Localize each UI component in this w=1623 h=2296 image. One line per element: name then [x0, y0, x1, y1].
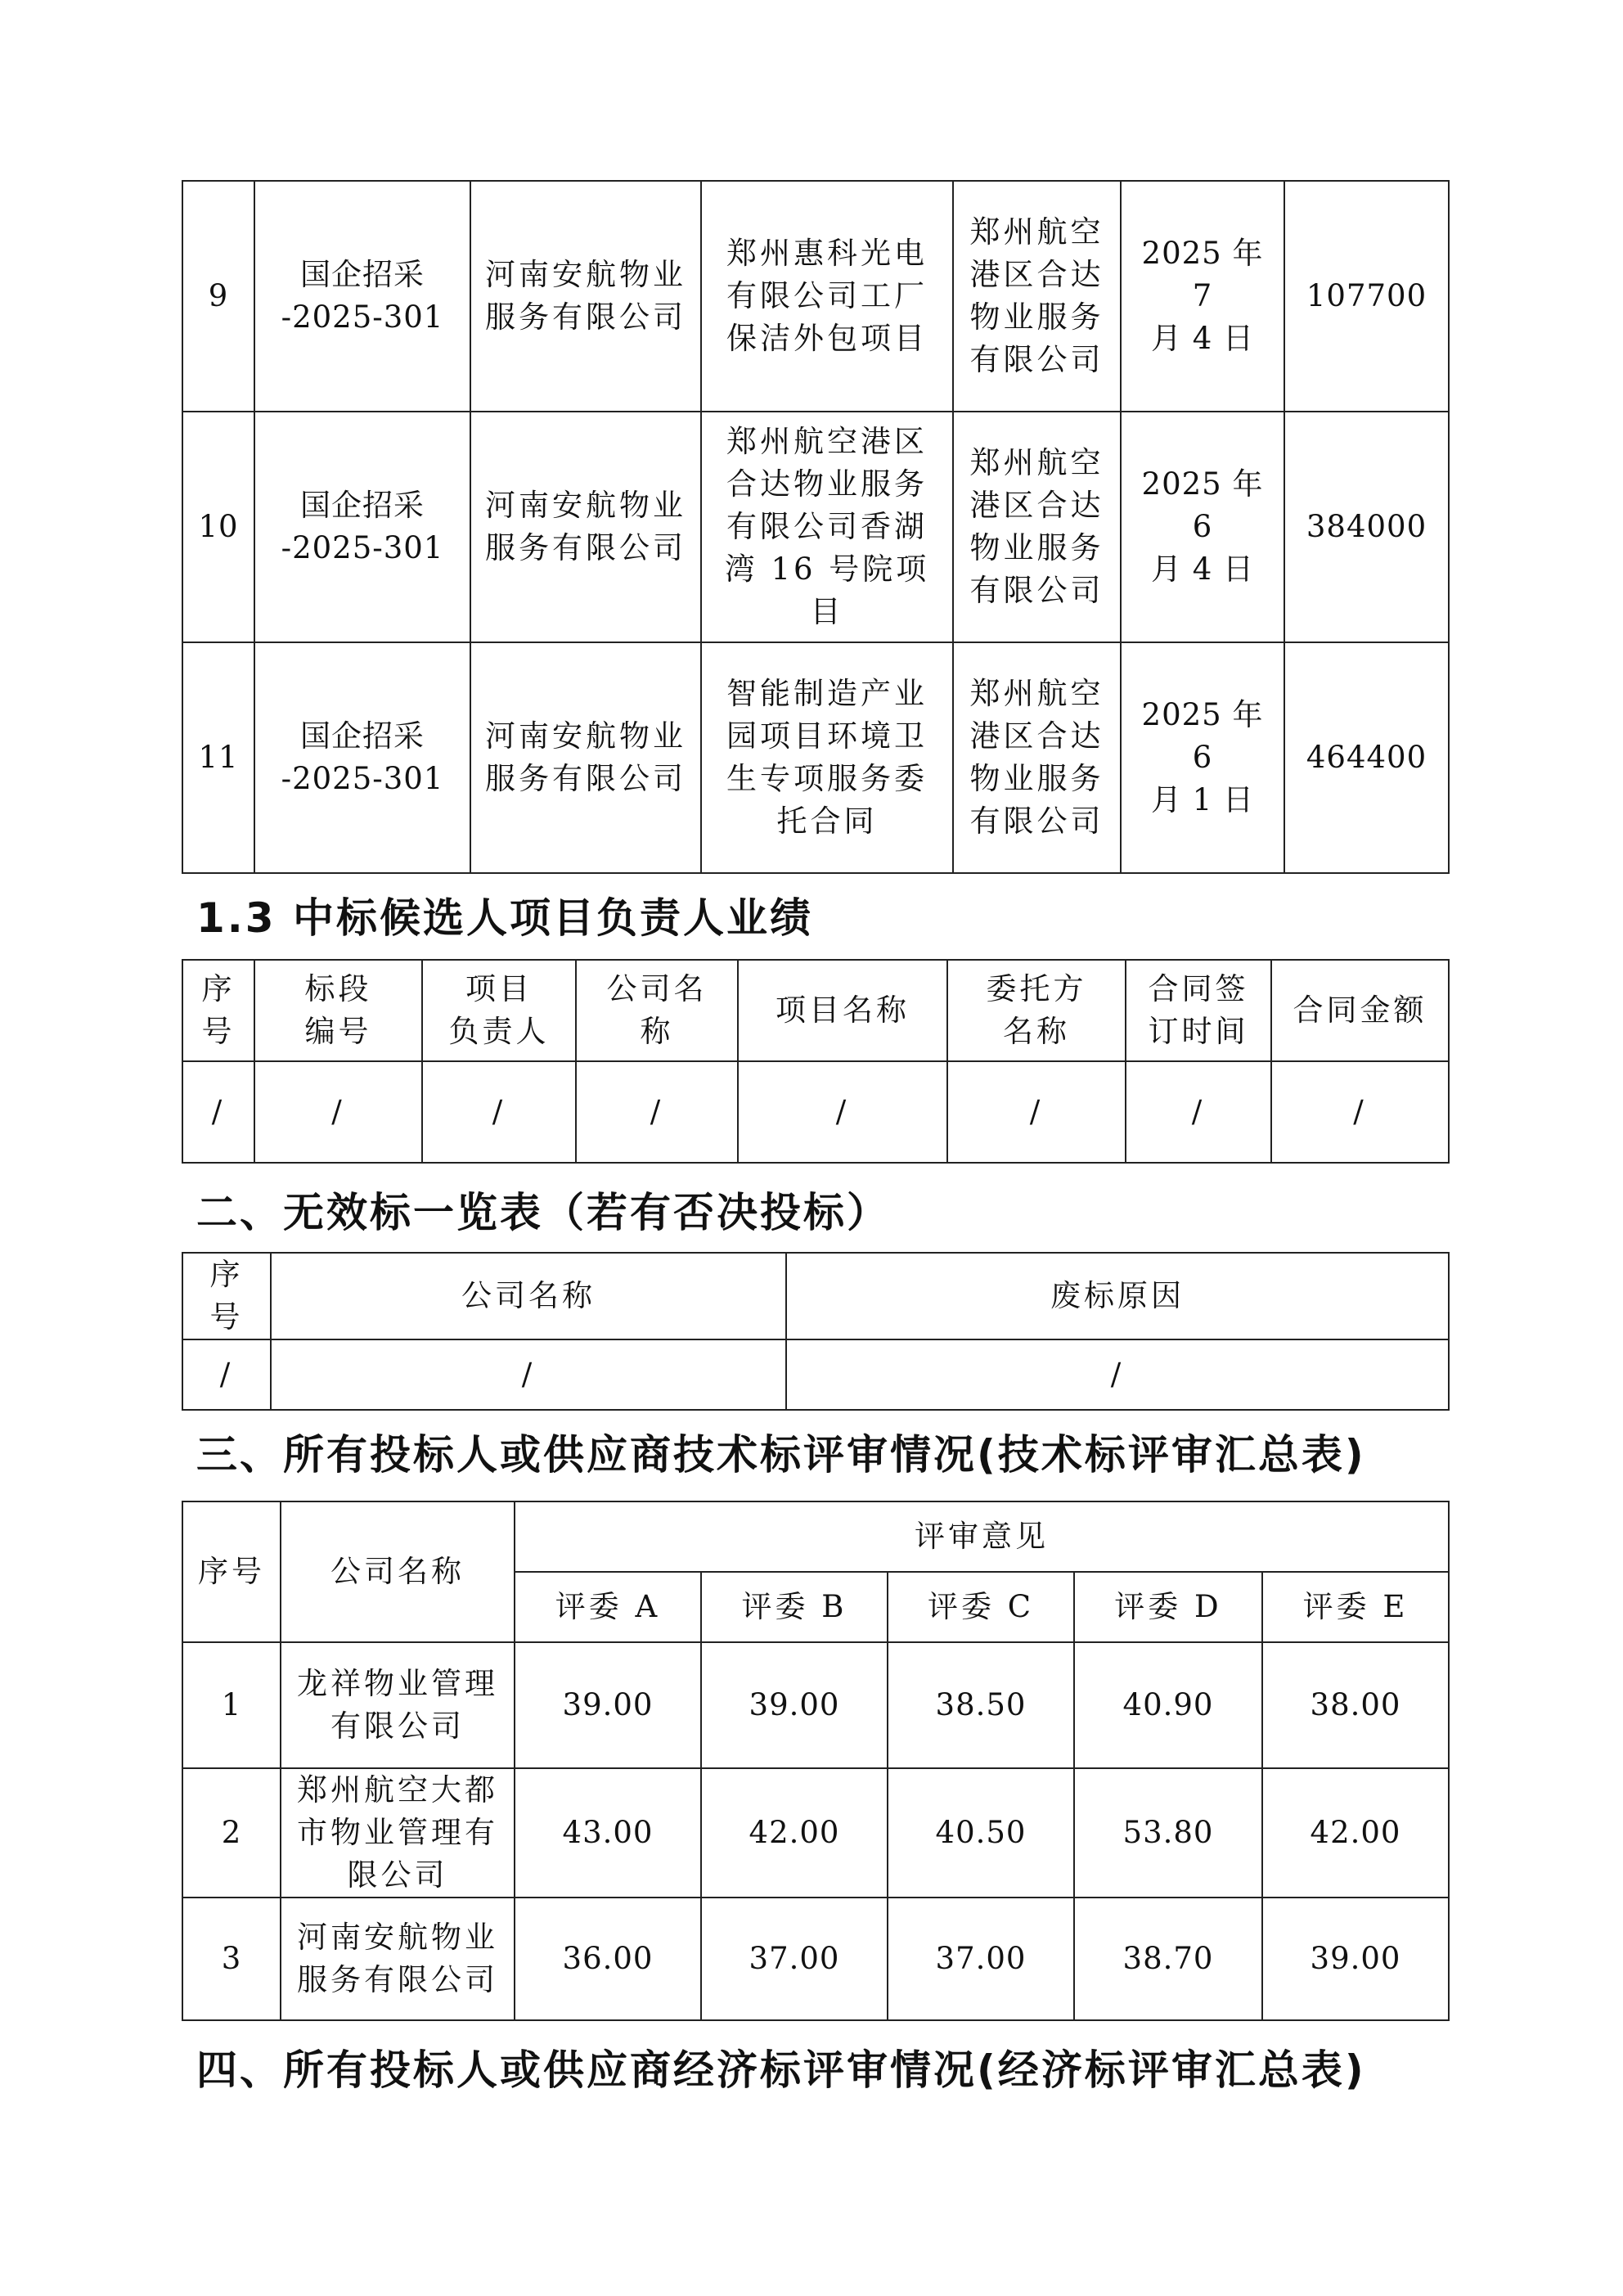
cell: 河南安航物业 服务有限公司	[470, 412, 701, 642]
contract-amount: 464400	[1284, 642, 1449, 873]
row-number: 3	[182, 1898, 281, 2020]
invalid-bid-table	[182, 1252, 1450, 1411]
cell: 郑州航空 港区合达 物业服务 有限公司	[953, 181, 1121, 412]
header-no: 序 号	[182, 1253, 271, 1339]
cell: 公司名 称	[576, 960, 738, 1061]
header-reason: 废标原因	[786, 1253, 1449, 1339]
cell: 智能制造产业 园项目环境卫 生专项服务委 托合同	[701, 642, 953, 873]
cell: /	[1271, 1061, 1449, 1163]
section-3-title: 三、所有投标人或供应商技术标评审情况(技术标评审汇总表)	[196, 1431, 1366, 1479]
cell: 合同签 订时间	[1126, 960, 1271, 1061]
cell: 项目 负责人	[422, 960, 576, 1061]
table-row	[182, 1061, 1449, 1163]
cell: 郑州航空 港区合达 物业服务 有限公司	[953, 412, 1121, 642]
cell: /	[182, 1061, 254, 1163]
cell: /	[422, 1061, 576, 1163]
section-4-title: 四、所有投标人或供应商经济标评审情况(经济标评审汇总表)	[196, 2046, 1366, 2094]
judge-header: 评委 D	[1074, 1572, 1262, 1642]
score-cell: 42.00	[1262, 1768, 1449, 1898]
row-number: 11	[182, 642, 254, 873]
manager-performance-table	[182, 959, 1450, 1164]
cell: /	[786, 1339, 1449, 1410]
cell: 郑州航空大都 市物业管理有 限公司	[281, 1768, 515, 1898]
contract-amount: 384000	[1284, 412, 1449, 642]
table-row	[182, 1642, 1449, 1768]
contract-amount: 107700	[1284, 181, 1449, 412]
score-cell: 38.00	[1262, 1642, 1449, 1768]
cell: 国企招采 -2025-301	[254, 412, 470, 642]
section-2-title: 二、无效标一览表（若有否决投标）	[196, 1189, 890, 1236]
table-row	[182, 181, 1449, 412]
technical-review-table	[182, 1501, 1450, 2021]
cell: 河南安航物业 服务有限公司	[470, 642, 701, 873]
judge-header: 评委 A	[515, 1572, 701, 1642]
cell: /	[271, 1339, 786, 1410]
cell: 河南安航物业 服务有限公司	[281, 1898, 515, 2020]
cell: /	[738, 1061, 947, 1163]
header-no: 序号	[182, 1501, 281, 1642]
cell: /	[182, 1339, 271, 1410]
score-cell: 36.00	[515, 1898, 701, 2020]
table-header-row	[182, 1253, 1449, 1339]
cell: 2025 年 6 月 1 日	[1121, 642, 1284, 873]
cell: 项目名称	[738, 960, 947, 1061]
score-cell: 40.90	[1074, 1642, 1262, 1768]
row-number: 1	[182, 1642, 281, 1768]
cell: 国企招采 -2025-301	[254, 181, 470, 412]
row-number: 2	[182, 1768, 281, 1898]
cell: 国企招采 -2025-301	[254, 642, 470, 873]
header-company: 公司名称	[281, 1501, 515, 1642]
table-row	[182, 642, 1449, 873]
cell: 2025 年 6 月 4 日	[1121, 412, 1284, 642]
cell: /	[1126, 1061, 1271, 1163]
cell: 标段 编号	[254, 960, 422, 1061]
score-cell: 38.50	[888, 1642, 1074, 1768]
row-number: 10	[182, 412, 254, 642]
cell: 郑州航空港区 合达物业服务 有限公司香湖 湾 16 号院项目	[701, 412, 953, 642]
score-cell: 37.00	[701, 1898, 888, 2020]
table-header-row	[182, 1501, 1449, 1572]
performance-table	[182, 180, 1450, 874]
cell: /	[947, 1061, 1126, 1163]
cell: /	[254, 1061, 422, 1163]
cell: 合同金额	[1271, 960, 1449, 1061]
cell: 郑州惠科光电 有限公司工厂 保洁外包项目	[701, 181, 953, 412]
score-cell: 43.00	[515, 1768, 701, 1898]
score-cell: 53.80	[1074, 1768, 1262, 1898]
section-1-3-title: 1.3 中标候选人项目负责人业绩	[196, 894, 813, 942]
header-company: 公司名称	[271, 1253, 786, 1339]
cell: 2025 年 7 月 4 日	[1121, 181, 1284, 412]
judge-header: 评委 C	[888, 1572, 1074, 1642]
cell: 郑州航空 港区合达 物业服务 有限公司	[953, 642, 1121, 873]
judge-header: 评委 B	[701, 1572, 888, 1642]
cell: 序 号	[182, 960, 254, 1061]
score-cell: 39.00	[515, 1642, 701, 1768]
score-cell: 38.70	[1074, 1898, 1262, 2020]
score-cell: 39.00	[1262, 1898, 1449, 2020]
judge-header: 评委 E	[1262, 1572, 1449, 1642]
score-cell: 40.50	[888, 1768, 1074, 1898]
table-row	[182, 1898, 1449, 2020]
score-cell: 39.00	[701, 1642, 888, 1768]
score-cell: 37.00	[888, 1898, 1074, 2020]
cell: /	[576, 1061, 738, 1163]
table-row	[182, 1339, 1449, 1410]
cell: 委托方 名称	[947, 960, 1126, 1061]
cell: 龙祥物业管理 有限公司	[281, 1642, 515, 1768]
table-row	[182, 1768, 1449, 1898]
cell: 河南安航物业 服务有限公司	[470, 181, 701, 412]
table-header-row	[182, 960, 1449, 1061]
table-row	[182, 412, 1449, 642]
header-opinion: 评审意见	[515, 1501, 1449, 1572]
row-number: 9	[182, 181, 254, 412]
score-cell: 42.00	[701, 1768, 888, 1898]
